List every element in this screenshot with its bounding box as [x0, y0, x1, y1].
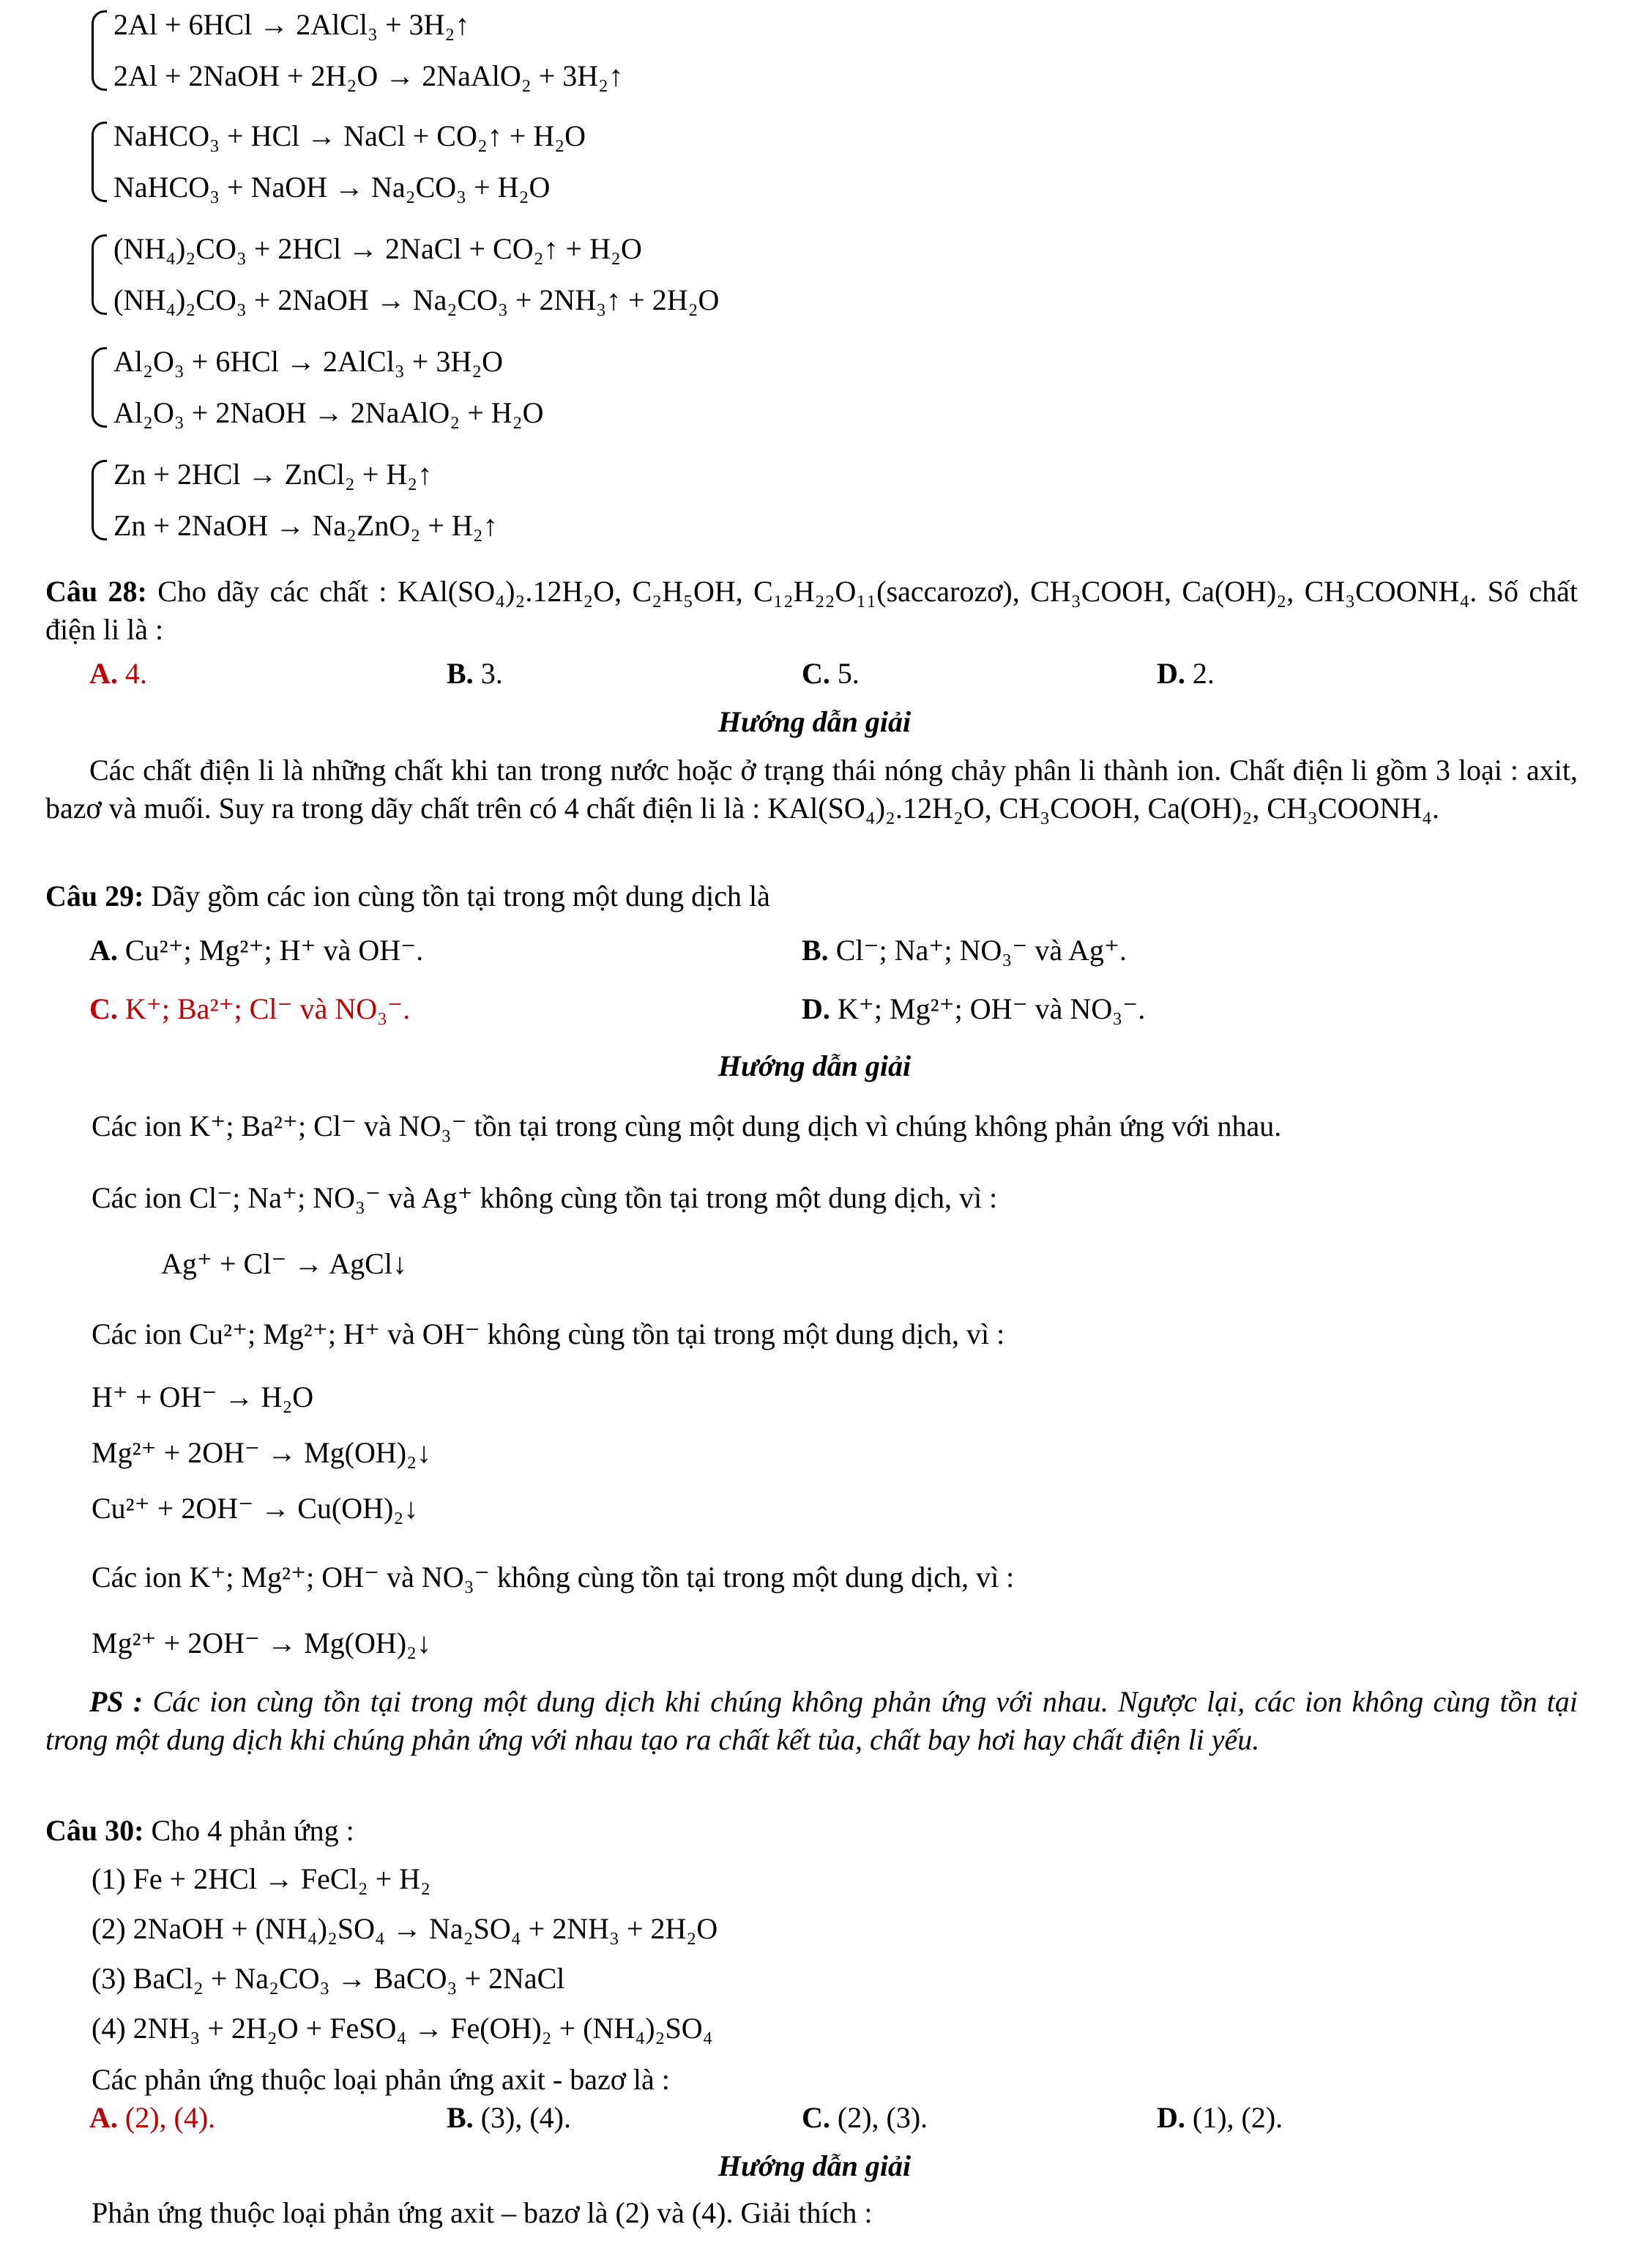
- option-text: 5.: [837, 657, 860, 690]
- line-text: không cùng tồn tại trong một dung dịch, vì :: [487, 1317, 1005, 1350]
- equation-group-4: [92, 343, 544, 432]
- option-label: A.: [89, 2101, 118, 2134]
- option-label: D.: [802, 992, 830, 1025]
- prefix: Các ion: [92, 1181, 182, 1214]
- equation-group-1: [92, 6, 623, 95]
- q30-reaction-1: (1) Fe + 2HCl → FeCl₂ + H₂: [92, 1862, 431, 1895]
- option-text: K⁺; Mg²⁺; OH⁻ và NO₃⁻.: [837, 992, 1146, 1025]
- ion-list: Cu²⁺; Mg²⁺; H⁺ và OH⁻: [189, 1317, 480, 1350]
- ion-list: K⁺; Ba²⁺; Cl⁻ và NO₃⁻: [189, 1109, 467, 1142]
- q29-reaction: Ag⁺ + Cl⁻ → AgCl↓: [161, 1247, 407, 1280]
- brace: [92, 234, 107, 315]
- q29-heading: Hướng dẫn giải: [717, 1049, 912, 1082]
- brace: [92, 347, 107, 428]
- option-label: C.: [89, 992, 118, 1025]
- equation: (NH₄)₂CO₃ + 2HCl → 2NaCl + CO₂↑ + H₂O: [113, 232, 642, 265]
- q28-option-c[interactable]: [802, 655, 860, 693]
- q29-solution-line: [92, 1315, 1004, 1353]
- equation: Al₂O₃ + 2NaOH → 2NaAlO₂ + H₂O: [113, 396, 544, 429]
- q29-option-c[interactable]: [89, 990, 410, 1028]
- q30-prompt: Các phản ứng thuộc loại phản ứng axit - bazơ là :: [92, 2063, 670, 2096]
- q29-option-d[interactable]: [802, 990, 1145, 1028]
- option-text: 2.: [1192, 657, 1215, 690]
- option-text: 4.: [124, 657, 147, 690]
- q30-reaction-3: (3) BaCl₂ + Na₂CO₃ → BaCO₃ + 2NaCl: [92, 1962, 565, 1995]
- option-text: Cl⁻; Na⁺; NO₃⁻ và Ag⁺.: [835, 934, 1127, 967]
- prefix: Các ion: [92, 1561, 182, 1594]
- q29-option-a[interactable]: [89, 932, 423, 970]
- q29-option-b[interactable]: [802, 932, 1127, 970]
- question-label: Câu 28:: [45, 575, 147, 608]
- option-label: C.: [802, 2101, 830, 2134]
- q30-reaction-4: (4) 2NH₃ + 2H₂O + FeSO₄ → Fe(OH)₂ + (NH₄)₂SO₄: [92, 2012, 713, 2045]
- q29-ps-note: [45, 1683, 1578, 1759]
- q28-option-a[interactable]: [89, 655, 147, 693]
- option-text: (2), (3).: [837, 2101, 928, 2134]
- equation: (NH₄)₂CO₃ + 2NaOH → Na₂CO₃ + 2NH₃↑ + 2H₂O: [113, 283, 720, 316]
- q28-solution: Các chất điện li là những chất khi tan trong nước hoặc ở trạng thái nóng chảy phân li thành ion. Chất điện li gồm 3 loại : axit, bazơ và muối. Suy ra trong dãy chất trên có 4 chất điện li là : KAl(SO₄)₂.12H₂O, CH₃COOH, Ca(OH)₂, CH₃COONH₄.: [45, 754, 1578, 825]
- option-label: B.: [447, 657, 474, 690]
- q30-heading: Hướng dẫn giải: [717, 2149, 912, 2182]
- q30-reaction-2: (2) 2NaOH + (NH₄)₂SO₄ → Na₂SO₄ + 2NH₃ + 2H₂O: [92, 1912, 718, 1945]
- question-text: Cho 4 phản ứng :: [151, 1814, 354, 1847]
- q29-reaction: Cu²⁺ + 2OH⁻ → Cu(OH)₂↓: [92, 1492, 419, 1525]
- q30-option-d[interactable]: [1157, 2099, 1283, 2137]
- question-label: Câu 29:: [45, 880, 144, 912]
- question-30: [45, 1812, 1578, 1850]
- line-text: không cùng tồn tại trong một dung dịch, vì :: [480, 1181, 998, 1214]
- brace: [92, 10, 107, 91]
- brace: [92, 122, 107, 202]
- equation-group-3: [92, 230, 719, 319]
- equation: Al₂O₃ + 6HCl → 2AlCl₃ + 3H₂O: [113, 345, 504, 378]
- prefix: Các ion: [92, 1317, 182, 1350]
- option-text: K⁺; Ba²⁺; Cl⁻ và NO₃⁻.: [124, 992, 411, 1025]
- option-text: Cu²⁺; Mg²⁺; H⁺ và OH⁻.: [124, 934, 424, 967]
- option-label: D.: [1157, 657, 1185, 690]
- equation: 2Al + 6HCl → 2AlCl₃ + 3H₂↑: [113, 8, 470, 41]
- brace: [92, 460, 107, 540]
- q28-heading: Hướng dẫn giải: [717, 705, 912, 738]
- ion-list: K⁺; Mg²⁺; OH⁻ và NO₃⁻: [189, 1561, 490, 1594]
- q29-solution-line: [92, 1558, 1014, 1596]
- option-label: A.: [89, 657, 118, 690]
- q28-option-b[interactable]: [447, 655, 503, 693]
- question-28: [45, 573, 1578, 649]
- option-label: C.: [802, 657, 830, 690]
- q29-reaction: H⁺ + OH⁻ → H₂O: [92, 1380, 314, 1413]
- prefix: Các ion: [92, 1109, 182, 1142]
- ps-text: Các ion cùng tồn tại trong một dung dịch khi chúng không phản ứng với nhau. Ngược lại, các ion không cùng tồn tại trong một dung dịch khi chúng phản ứng với nhau tạo ra chất kết tủa, chất bay hơi hay chất điện li yếu.: [45, 1685, 1578, 1756]
- option-text: (2), (4).: [124, 2101, 216, 2134]
- equation: NaHCO₃ + HCl → NaCl + CO₂↑ + H₂O: [113, 119, 586, 152]
- q29-solution-line: [92, 1107, 1281, 1145]
- option-label: B.: [802, 934, 829, 967]
- q29-reaction: Mg²⁺ + 2OH⁻ → Mg(OH)₂↓: [92, 1436, 432, 1469]
- ion-list: Cl⁻; Na⁺; NO₃⁻ và Ag⁺: [189, 1181, 473, 1214]
- q30-option-c[interactable]: [802, 2099, 928, 2137]
- option-label: A.: [89, 934, 118, 967]
- option-text: 3.: [480, 657, 503, 690]
- ps-label: PS :: [89, 1685, 143, 1718]
- line-text: tồn tại trong cùng một dung dịch vì chúng không phản ứng với nhau.: [474, 1109, 1282, 1142]
- option-label: D.: [1157, 2101, 1185, 2134]
- equation: 2Al + 2NaOH + 2H₂O → 2NaAlO₂ + 3H₂↑: [113, 59, 624, 92]
- line-text: không cùng tồn tại trong một dung dịch, vì :: [496, 1561, 1015, 1594]
- equation-group-2: [92, 117, 586, 207]
- question-29: [45, 877, 1578, 915]
- question-text: Cho dãy các chất : KAl(SO₄)₂.12H₂O, C₂H₅OH, C₁₂H₂₂O₁₁(saccarozơ), CH₃COOH, Ca(OH)₂, CH₃COONH₄. Số chất điện li là :: [45, 575, 1578, 646]
- q29-solution-line: [92, 1179, 997, 1217]
- option-label: B.: [447, 2101, 474, 2134]
- question-text: Dãy gồm các ion cùng tồn tại trong một dung dịch là: [151, 880, 770, 912]
- option-text: (1), (2).: [1192, 2101, 1283, 2134]
- equation: NaHCO₃ + NaOH → Na₂CO₃ + H₂O: [113, 171, 551, 204]
- equation: Zn + 2HCl → ZnCl₂ + H₂↑: [113, 458, 433, 491]
- equation: Zn + 2NaOH → Na₂ZnO₂ + H₂↑: [113, 509, 498, 542]
- q30-option-b[interactable]: [447, 2099, 571, 2137]
- equation-group-5: [92, 456, 498, 545]
- q30-solution: Phản ứng thuộc loại phản ứng axit – bazơ là (2) và (4). Giải thích :: [92, 2196, 873, 2229]
- q29-reaction: Mg²⁺ + 2OH⁻ → Mg(OH)₂↓: [92, 1626, 432, 1659]
- q28-option-d[interactable]: [1157, 655, 1215, 693]
- question-label: Câu 30:: [45, 1814, 144, 1847]
- q30-option-a[interactable]: [89, 2099, 215, 2137]
- option-text: (3), (4).: [480, 2101, 571, 2134]
